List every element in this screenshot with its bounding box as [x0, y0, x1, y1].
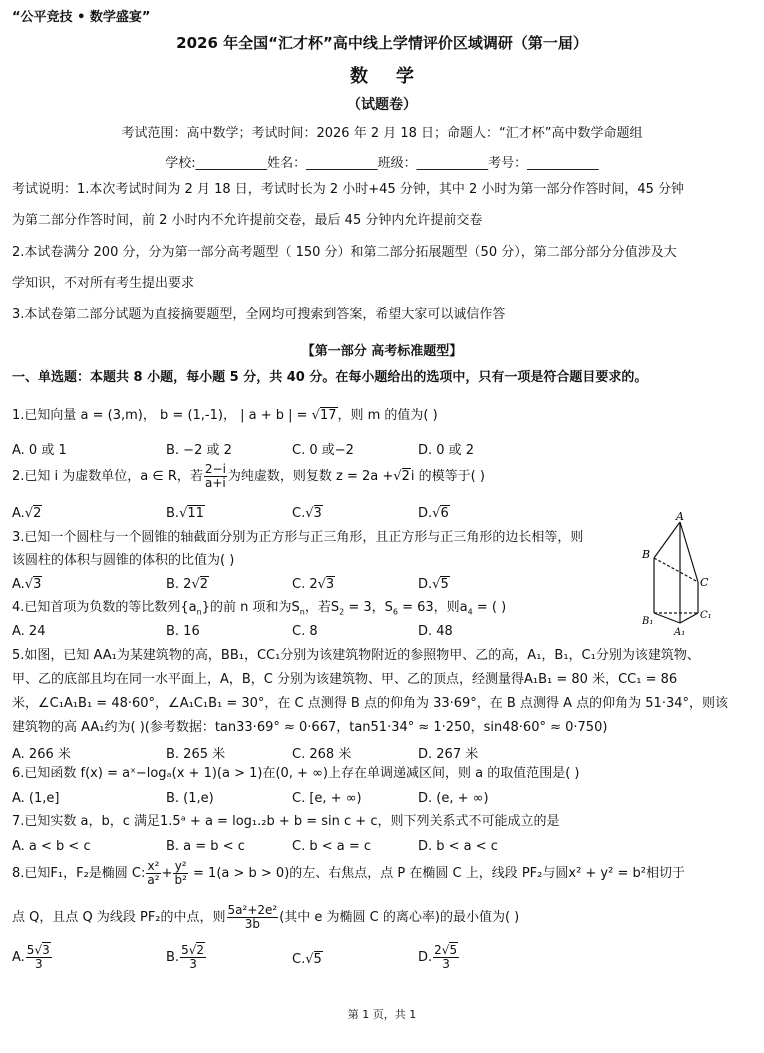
- paper-type: （试题卷）: [347, 97, 417, 113]
- fraction: $\frac{\text{y²}}{\text{b²}}$: [174, 859, 187, 887]
- question-5-stem: 5.如图，已知 AA₁为某建筑物的高，BB₁，CC₁分别为该建筑物附近的参照物甲、乙的高，A₁，B₁，C₁分别为该建筑物、: [12, 648, 700, 663]
- option-a[interactable]: A. 266 米: [12, 747, 71, 762]
- exam-title: 2026 年全国“汇才杯”高中线上学情评价区域调研（第一届）: [176, 34, 588, 52]
- figure-label: C₁: [700, 610, 712, 621]
- option-d[interactable]: D. 267 米: [418, 747, 479, 762]
- option-a[interactable]: A. (1,e]: [12, 791, 60, 806]
- option-c[interactable]: C. b < a = c: [292, 839, 372, 854]
- option-a[interactable]: A. $\frac{5√3}{3}$: [12, 943, 50, 971]
- question-3-stem: 3.已知一个圆柱与一个圆锥的轴截面分别为正方形与正三角形，且正方形与正三角形的边长相等，则: [12, 530, 584, 545]
- option-a[interactable]: A. 0 或 1: [12, 443, 67, 458]
- instruction-line: 考试说明：1.本次考试时间为 2 月 18 日，考试时长为 2 小时+45 分钟，其中 2 小时为第一部分作答时间，45 分钟: [12, 182, 685, 197]
- figure-line: [654, 522, 680, 558]
- figure-line: [680, 613, 698, 623]
- question-7-stem: 7.已知实数 a，b，c 满足1.5ᵃ + a = log₁.₂b + b = sin c + c，则下列关系式不可能成立的是: [12, 814, 560, 829]
- option-c[interactable]: C.√5: [292, 952, 322, 967]
- option-c[interactable]: C. 8: [292, 624, 318, 639]
- question-5-stem: 建筑物的高 AA₁约为( )(参考数据：tan33·69° ≈ 0·667，tan51·34° ≈ 1·250，sin48·60° ≈ 0·750): [12, 720, 608, 735]
- option-b[interactable]: B. −2 或 2: [166, 443, 232, 458]
- question-2-stem: 2.已知 i 为虚数单位，a ∈ R，若 $\frac{2-i}{a+i}$ 为纯虚数，则复数 z = 2a +√2i 的模等于( ): [12, 462, 485, 490]
- slogan: “公平竞技 • 数学盛宴”: [12, 10, 151, 25]
- option-b[interactable]: B. 265 米: [166, 747, 226, 762]
- option-b[interactable]: B. a = b < c: [166, 839, 245, 854]
- fraction: $\frac{\text{x²}}{\text{a²}}$: [147, 859, 160, 887]
- option-a[interactable]: A.√3: [12, 577, 42, 592]
- building-figure: [636, 510, 726, 640]
- candidate-fields: 学校:___________姓名：___________班级：___________考号：___________: [165, 156, 599, 171]
- option-b[interactable]: B. (1,e): [166, 791, 214, 806]
- option-d[interactable]: D. $\frac{2√5}{3}$: [418, 943, 458, 971]
- fraction: $\frac{2-i}{a+i}$: [204, 462, 226, 490]
- option-d[interactable]: D. (e, + ∞): [418, 791, 489, 806]
- option-c[interactable]: C. 2√3: [292, 577, 335, 592]
- option-b[interactable]: B.√11: [166, 506, 204, 521]
- exam-info: 考试范围：高中数学；考试时间：2026 年 2 月 18 日；命题人：“汇才杯”高中数学命题组: [121, 126, 643, 141]
- option-b[interactable]: B. $\frac{5√2}{3}$: [166, 943, 204, 971]
- question-6-stem: 6.已知函数 f(x) = aˣ−logₐ(x + 1)(a > 1)在(0, + ∞)上存在单调递减区间，则 a 的取值范围是( ): [12, 766, 580, 781]
- page-footer: 第 1 页，共 1: [347, 1008, 417, 1021]
- option-b[interactable]: B. 2√2: [166, 577, 209, 592]
- option-a[interactable]: A.√2: [12, 506, 42, 521]
- figure-label: A: [676, 510, 684, 523]
- instruction-line: 学知识，不对所有考生提出要求: [12, 276, 195, 291]
- question-5-stem: 甲、乙的底部且均在同一水平面上，A，B，C 分别为该建筑物、甲、乙的顶点，经测量得A₁B₁ = 80 米，CC₁ = 86: [12, 672, 678, 687]
- option-b[interactable]: B. 16: [166, 624, 200, 639]
- option-d[interactable]: D. 0 或 2: [418, 443, 475, 458]
- subject-title: 数学: [350, 66, 442, 87]
- question-4-stem: 4.已知首项为负数的等比数列$\{a_n\}$的前 n 项和为$S_n$，若$S_2 = 3$，$S_6 = 63$，则$a_4$ = ( ): [12, 600, 507, 617]
- option-d[interactable]: D.√6: [418, 506, 449, 521]
- question-8-stem: 8.已知F₁，F₂是椭圆 C: $\frac{\text{x²}}{\text{a²}}$ + $\frac{\text{y²}}{\text{b²}}$ = 1(a > b > 0)的左、右焦点，点 P 在椭圆 C 上，线段 PF₂与圆x² + y² = b²相切于: [12, 859, 685, 887]
- instruction-line: 2.本试卷满分 200 分，分为第一部分高考题型（ 150 分）和第二部分拓展题型（50 分），第二部分部分分值涉及大: [12, 245, 677, 260]
- option-c[interactable]: C.√3: [292, 506, 322, 521]
- figure-label: B: [642, 548, 651, 561]
- option-d[interactable]: D. b < a < c: [418, 839, 498, 854]
- part1-title: 【第一部分 高考标准题型】: [301, 344, 463, 359]
- option-c[interactable]: C. 0 或−2: [292, 443, 354, 458]
- option-c[interactable]: C. [e, + ∞): [292, 791, 362, 806]
- option-c[interactable]: C. 268 米: [292, 747, 352, 762]
- question-5-stem: 米，∠C₁A₁B₁ = 48·60°，∠A₁C₁B₁ = 30°，在 C 点测得 B 点的仰角为 33·69°，在 B 点测得 A 点的仰角为 51·34°，则该: [12, 696, 728, 711]
- question-3-stem: 该圆柱的体积与圆锥的体积的比值为( ): [12, 553, 235, 568]
- question-1-stem: 1.已知向量 a = (3,m)， b = (1,-1)， | a + b | = √17，则 m 的值为( ): [12, 408, 438, 423]
- section1-title: 一、单选题：本题共 8 小题，每小题 5 分，共 40 分。在每小题给出的选项中，只有一项是符合题目要求的。: [12, 370, 648, 385]
- instruction-line: 3.本试卷第二部分试题为直接摘要题型，全网均可搜索到答案，希望大家可以诚信作答: [12, 307, 506, 322]
- option-a[interactable]: A. 24: [12, 624, 46, 639]
- option-a[interactable]: A. a < b < c: [12, 839, 91, 854]
- option-d[interactable]: D. 48: [418, 624, 453, 639]
- figure-label: C: [700, 576, 709, 589]
- figure-line: [654, 613, 680, 623]
- figure-label: B₁: [642, 616, 654, 627]
- question-8-stem: 点 Q，且点 Q 为线段 PF₂的中点，则 $\frac{\text{5a²+2e²}}{3b}$ (其中 e 为椭圆 C 的离心率)的最小值为( ): [12, 903, 520, 931]
- option-d[interactable]: D.√5: [418, 577, 449, 592]
- fraction: $\frac{\text{5a²+2e²}}{3b}$: [227, 903, 278, 931]
- instruction-line: 为第二部分作答时间，前 2 小时内不允许提前交卷，最后 45 分钟内允许提前交卷: [12, 213, 483, 228]
- figure-label: A₁: [674, 627, 686, 638]
